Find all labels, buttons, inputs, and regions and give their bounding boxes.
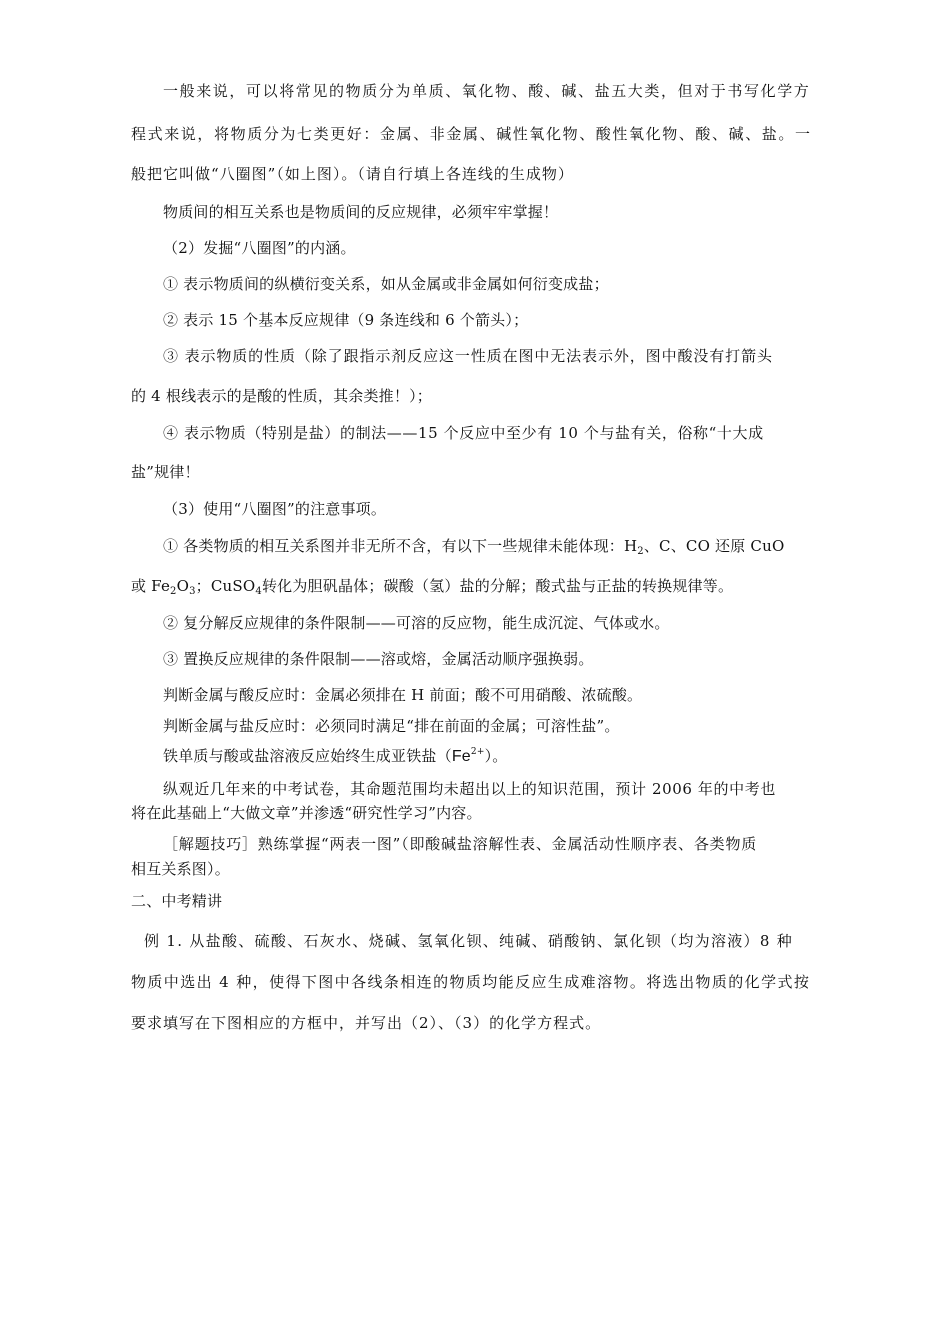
paragraph-line: 判断金属与酸反应时：金属必须排在 H 前面；酸不可用硝酸、浓硫酸。 [163,686,643,704]
paragraph-line: 将在此基础上“大做文章”并渗透“研究性学习”内容。 [131,804,482,822]
paragraph-line: 的 4 根线表示的是酸的性质，其余类推！）； [131,387,432,405]
subscript: 2 [637,546,644,557]
text-run: 转化为胆矾晶体；碳酸（氢）盐的分解；酸式盐与正盐的转换规律等。 [261,577,734,595]
list-item: ③ 置换反应规律的条件限制——溶或熔，金属活动顺序强换弱。 [163,650,594,668]
example-line: 要求填写在下图相应的方框中，并写出（2）、（3）的化学方程式。 [131,1014,602,1032]
paragraph-line: 一般来说，可以将常见的物质分为单质、氧化物、酸、碱、盐五大类，但对于书写化学方 [163,82,811,100]
subscript: 2 [170,586,177,597]
section-heading: 二、中考精讲 [131,892,223,910]
iron-symbol: Fe [451,748,471,765]
paragraph-line [163,746,507,767]
list-item: ③ 表示物质的性质（除了跟指示剂反应这一性质在图中无法表示外，图中酸没有打箭头 [163,347,773,365]
text-run: ）。 [484,747,508,765]
section-heading: （2）发掘“八圈图”的内涵。 [163,239,356,257]
list-item: ② 复分解反应规律的条件限制——可溶的反应物，能生成沉淀、气体或水。 [163,614,670,632]
paragraph-line: 程式来说，将物质分为七类更好：金属、非金属、碱性氧化物、酸性氧化物、酸、碱、盐。一 [131,125,812,143]
text-run: O [176,577,190,595]
paragraph-line: ［解题技巧］熟练掌握“两表一图”（即酸碱盐溶解性表、金属活动性顺序表、各类物质 [163,835,758,853]
text-run: 铁单质与酸或盐溶液反应始终生成亚铁盐（ [163,747,452,765]
paragraph-line: 般把它叫做“八圈图”（如上图）。（请自行填上各连线的生成物） [131,165,574,183]
text-run: 、C、CO 还原 CuO [643,537,785,555]
paragraph-line: 相互关系图）。 [131,860,230,878]
superscript: 2+ [470,747,485,757]
section-heading: （3）使用“八圈图”的注意事项。 [163,500,387,518]
paragraph-line: 判断金属与盐反应时：必须同时满足“排在前面的金属；可溶性盐”。 [163,717,620,735]
example-line: 例 1. 从盐酸、硫酸、石灰水、烧碱、氢氧化钡、纯碱、硝酸钠、氯化钡（均为溶液）8 种 [144,932,794,950]
paragraph-line: 盐”规律！ [131,463,200,481]
subscript: 4 [255,586,262,597]
subscript: 3 [189,586,196,597]
text-run: ① 各类物质的相互关系图并非无所不含，有以下一些规律未能体现：H [163,537,638,555]
list-item [163,536,784,556]
example-line: 物质中选出 4 种，使得下图中各线条相连的物质均能反应生成难溶物。将选出物质的化学式按 [131,973,811,991]
paragraph-line [131,576,733,596]
text-run: ；CuSO [195,577,256,595]
text-run: 或 Fe [131,577,171,595]
paragraph-line: 纵观近几年来的中考试卷，其命题范围均未超出以上的知识范围，预计 2006 年的中考也 [163,780,776,798]
list-item: ① 表示物质间的纵横衍变关系，如从金属或非金属如何衍变成盐； [163,275,609,293]
list-item: ② 表示 15 个基本反应规律（9 条连线和 6 个箭头）； [163,311,529,329]
paragraph-line: 物质间的相互关系也是物质间的反应规律，必须牢牢掌握！ [163,203,559,221]
list-item: ④ 表示物质（特别是盐）的制法——15 个反应中至少有 10 个与盐有关，俗称“十大成 [163,424,764,442]
